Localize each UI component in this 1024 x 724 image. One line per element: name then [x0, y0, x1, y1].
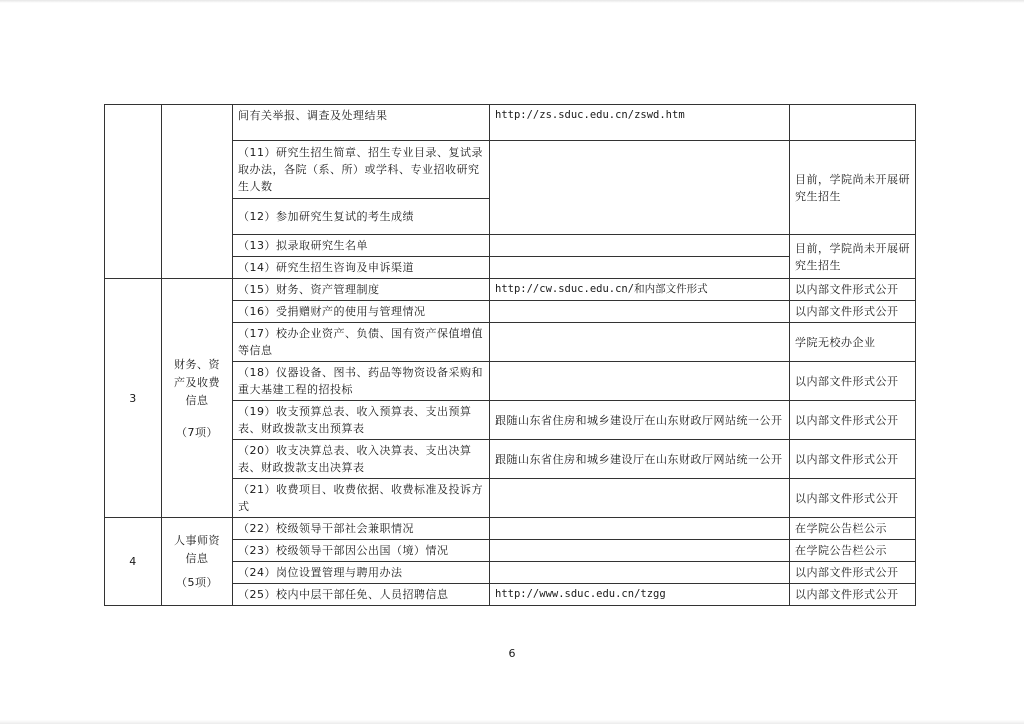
note-cell: 以内部文件形式公开: [790, 401, 916, 440]
channel-cell: http://cw.sduc.edu.cn/和内部文件形式: [490, 279, 790, 301]
item-cell: （25）校内中层干部任免、人员招聘信息: [233, 584, 490, 606]
category-cell: [162, 105, 233, 279]
note-cell: 以内部文件形式公开: [790, 301, 916, 323]
category-count: （5项）: [176, 576, 218, 589]
item-cell: （20）收支决算总表、收入决算表、支出决算表、财政拨款支出决算表: [233, 440, 490, 479]
note-cell: 以内部文件形式公开: [790, 584, 916, 606]
table-row: [105, 105, 916, 141]
note-cell: 学院无校办企业: [790, 323, 916, 362]
channel-cell: [490, 257, 790, 279]
channel-cell: [490, 235, 790, 257]
note-cell: 以内部文件形式公开: [790, 362, 916, 401]
section-number-cell: 4: [105, 518, 162, 606]
item-cell: （18）仪器设备、图书、药品等物资设备采购和重大基建工程的招投标: [233, 362, 490, 401]
item-cell: （12）参加研究生复试的考生成绩: [233, 199, 490, 235]
table-row: [105, 279, 916, 301]
category-name: 财务、资产及收费信息: [174, 357, 220, 407]
channel-cell: http://www.sduc.edu.cn/tzgg: [490, 584, 790, 606]
item-cell: （24）岗位设置管理与聘用办法: [233, 562, 490, 584]
item-cell: （16）受捐赠财产的使用与管理情况: [233, 301, 490, 323]
disclosure-table: [104, 104, 916, 606]
note-cell: 在学院公告栏公示: [790, 540, 916, 562]
item-cell: （21）收费项目、收费依据、收费标准及投诉方式: [233, 479, 490, 518]
item-cell: （19）收支预算总表、收入预算表、支出预算表、财政拨款支出预算表: [233, 401, 490, 440]
item-cell: （11）研究生招生简章、招生专业目录、复试录取办法，各院（系、所）或学科、专业招收研究生人数: [233, 141, 490, 199]
category-cell: [162, 518, 233, 606]
channel-cell: [490, 141, 790, 235]
item-cell: （22）校级领导干部社会兼职情况: [233, 518, 490, 540]
note-cell: 以内部文件形式公开: [790, 479, 916, 518]
item-cell: （13）拟录取研究生名单: [233, 235, 490, 257]
note-cell: 目前，学院尚未开展研究生招生: [790, 141, 916, 235]
item-cell: （15）财务、资产管理制度: [233, 279, 490, 301]
channel-cell: 跟随山东省住房和城乡建设厅在山东财政厅网站统一公开: [490, 401, 790, 440]
note-cell: 在学院公告栏公示: [790, 518, 916, 540]
note-cell: 以内部文件形式公开: [790, 440, 916, 479]
channel-cell: [490, 323, 790, 362]
note-cell: 以内部文件形式公开: [790, 562, 916, 584]
note-cell: 目前，学院尚未开展研究生招生: [790, 235, 916, 279]
scan-edge-top: [0, 0, 1024, 3]
item-cell: （23）校级领导干部因公出国（境）情况: [233, 540, 490, 562]
item-cell: 间有关举报、调查及处理结果: [233, 105, 490, 141]
scan-edge-bottom: [0, 720, 1024, 724]
section-number-cell: [105, 105, 162, 279]
page-number: 6: [508, 647, 516, 660]
channel-cell: 跟随山东省住房和城乡建设厅在山东财政厅网站统一公开: [490, 440, 790, 479]
note-cell: 以内部文件形式公开: [790, 279, 916, 301]
item-cell: （14）研究生招生咨询及申诉渠道: [233, 257, 490, 279]
category-cell: [162, 279, 233, 518]
section-number-cell: 3: [105, 279, 162, 518]
table-row: [105, 518, 916, 540]
channel-cell: http://zs.sduc.edu.cn/zswd.htm: [490, 105, 790, 141]
channel-cell: [490, 562, 790, 584]
note-cell: [790, 105, 916, 141]
channel-cell: [490, 301, 790, 323]
channel-cell: [490, 540, 790, 562]
channel-cell: [490, 518, 790, 540]
category-count: （7项）: [176, 425, 218, 439]
channel-cell: [490, 362, 790, 401]
item-cell: （17）校办企业资产、负债、国有资产保值增值等信息: [233, 323, 490, 362]
category-name: 人事师资信息: [174, 534, 220, 565]
channel-cell: [490, 479, 790, 518]
